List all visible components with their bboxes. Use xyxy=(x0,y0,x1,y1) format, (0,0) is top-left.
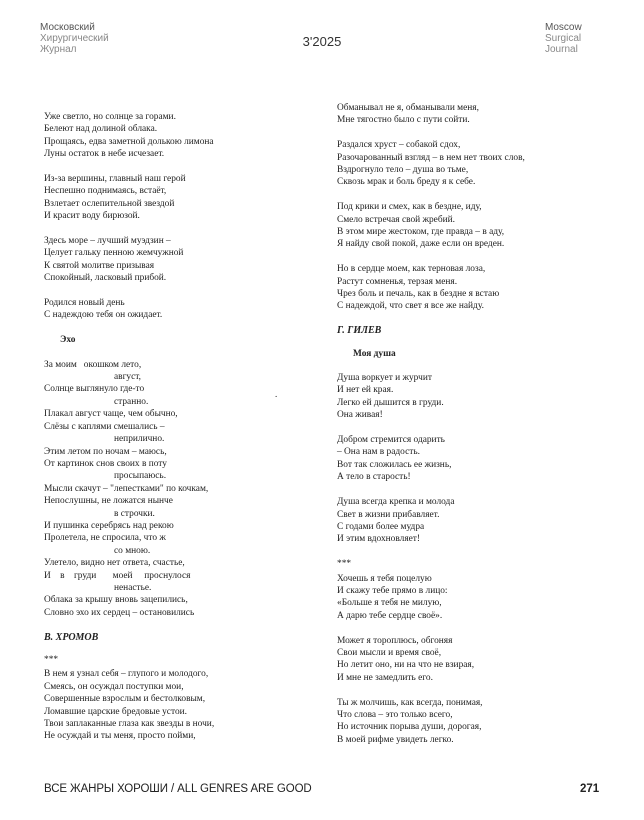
verse-line: И пушинка серебрясь над рекою xyxy=(44,520,174,531)
logo-line: Surgical xyxy=(545,33,582,44)
poem-echo xyxy=(44,359,294,620)
verse-line: – Она нам в радость. xyxy=(337,447,420,458)
verse-line: За моим окошком лето, xyxy=(44,359,142,370)
verse-line: Твои заплаканные глаза как звезды в ночи, xyxy=(44,719,215,730)
verse-line: С надеждой, что свет я все же найду. xyxy=(337,301,484,312)
verse-line: Душа воркует и журчит xyxy=(337,373,432,384)
stanza xyxy=(44,235,294,285)
verse-line: Смело встречая свой жребий. xyxy=(337,214,455,225)
verse-line: Свои мысли и время своё, xyxy=(337,647,442,658)
verse-line: Душа всегда крепка и молода xyxy=(337,497,455,508)
poem-title-soul: Моя душа xyxy=(353,348,396,359)
poem-khromov xyxy=(44,668,294,742)
verse-line: Этим летом по ночам – маюсь, xyxy=(44,446,167,457)
left-column xyxy=(44,111,294,743)
stars-separator: *** xyxy=(44,654,59,665)
author-khromov: В. ХРОМОВ xyxy=(44,631,99,643)
verse-line: Родился новый день xyxy=(44,298,125,309)
verse-line: А дарю тебе сердце своё». xyxy=(337,610,443,621)
verse-line: Мне тягостно было с пути сойти. xyxy=(337,115,470,126)
verse-line: А тело в старость! xyxy=(337,472,411,483)
verse-line: Но в сердце моем, как терновая лоза, xyxy=(337,264,486,275)
stanza xyxy=(337,102,607,127)
verse-line: Спокойный, ласковый прибой. xyxy=(44,273,167,284)
verse-line: ненастье. xyxy=(114,582,152,593)
stanza xyxy=(337,496,607,546)
verse-line: Неспешно поднимаясь, встаёт, xyxy=(44,186,167,197)
verse-line: Свет в жизни прибавляет. xyxy=(337,509,440,520)
poem-khromov-continued xyxy=(337,102,607,313)
stanza xyxy=(44,173,294,223)
verse-line: в строчки. xyxy=(114,508,155,519)
stanza xyxy=(337,635,607,685)
stanza xyxy=(44,297,294,322)
verse-line: В этом мире жестоком, где правда – в аду, xyxy=(337,227,505,238)
verse-line: Не осуждай и ты меня, просто пойми, xyxy=(44,731,196,742)
verse-line: Здесь море – лучший муэдзин – xyxy=(44,236,171,247)
page-number: 271 xyxy=(580,783,600,795)
verse-line: август, xyxy=(114,372,142,383)
verse-line: Ты ж молчишь, как всегда, понимая, xyxy=(337,697,483,708)
right-column xyxy=(337,102,607,759)
verse-line: Мысли скачут – "лепестками" по кочкам, xyxy=(44,483,209,494)
stanza xyxy=(337,573,607,623)
verse-line: Совершенные взрослым и бестолковым, xyxy=(44,694,206,705)
verse-line: странно. xyxy=(114,396,149,407)
verse-line: Вот так сложилась ее жизнь, xyxy=(337,459,452,470)
journal-logo-en xyxy=(545,22,582,55)
verse-line: Пролетела, не спросила, что ж xyxy=(44,533,166,544)
stanza xyxy=(44,111,294,161)
poem-my-soul xyxy=(337,372,607,546)
verse-line: Улетело, видно нет ответа, счастье, xyxy=(44,558,185,569)
verse-line: Облака за крышу вновь зацепились, xyxy=(44,595,188,606)
logo-line: Московский xyxy=(40,22,95,33)
verse-line: Раздался хруст – собакой сдох, xyxy=(337,140,461,151)
verse-line: Хочешь я тебя поцелую xyxy=(337,573,432,584)
stanza xyxy=(337,139,607,189)
poem-untitled xyxy=(44,111,294,322)
verse-line: Растут сомненья, терзая меня. xyxy=(337,276,458,287)
stanza xyxy=(337,201,607,251)
verse-line: неприлично. xyxy=(114,434,165,445)
verse-line: Вздрогнуло тело – душа во тьме, xyxy=(337,165,469,176)
stanza xyxy=(337,434,607,484)
verse-line: Сквозь мрак и боль бреду я к себе. xyxy=(337,177,476,188)
verse-line: От картинок снов своих в поту xyxy=(44,458,167,469)
verse-line: С годами более мудра xyxy=(337,521,425,532)
verse-line: К святой молитве призывая xyxy=(44,260,155,271)
verse-line: Но летит оно, ни на что не взирая, xyxy=(337,660,475,671)
stanza xyxy=(337,697,607,747)
stanza xyxy=(337,263,607,313)
logo-line: Хирургический xyxy=(40,33,109,44)
verse-line: И нет ей края. xyxy=(337,385,394,396)
verse-line: В моей рифме увидеть легко. xyxy=(337,734,454,745)
verse-line: Из-за вершины, главный наш герой xyxy=(44,174,186,185)
logo-line: Journal xyxy=(545,44,578,55)
section-footer: ВСЕ ЖАНРЫ ХОРОШИ / ALL GENRES ARE GOOD xyxy=(44,783,312,795)
verse-line: Добром стремится одарить xyxy=(337,435,445,446)
stanza xyxy=(337,372,607,422)
verse-line: Под крики и смех, как в бездне, иду, xyxy=(337,202,482,213)
verse-line: «Больше я тебя не милую, xyxy=(337,598,442,609)
verse-line: Разочарованный взгляд – в нем нет твоих слов, xyxy=(337,152,525,163)
verse-line: Чрез боль и печаль, как в бездне я встаю xyxy=(337,289,500,300)
verse-line: Но источник порыва души, дорогая, xyxy=(337,722,482,733)
verse-line: Она живая! xyxy=(337,410,383,421)
verse-line: просыпаюсь. xyxy=(114,471,167,482)
verse-line: В нем я узнал себя – глупого и молодого, xyxy=(44,669,209,680)
verse-line: со мною. xyxy=(114,545,151,556)
verse-line: Белеют над долиной облака. xyxy=(44,124,158,135)
verse-line: И мне не замедлить его. xyxy=(337,672,433,683)
issue-number: 3'2025 xyxy=(302,34,342,49)
verse-line: Легко ей дышится в груди. xyxy=(337,397,444,408)
poem-kiss xyxy=(337,573,607,747)
verse-line: Целует гальку пенною жемчужной xyxy=(44,248,184,259)
verse-line: Смеясь, он осуждал поступки мои, xyxy=(44,681,184,692)
verse-line: С надеждою тебя он ожидает. xyxy=(44,310,163,321)
verse-line: Слёзы с каплями смешались – xyxy=(44,421,165,432)
verse-line: Уже светло, но солнце за горами. xyxy=(44,112,176,122)
verse-line: Обманывал не я, обманывали меня, xyxy=(337,103,479,113)
verse-line: Словно эхо их сердец – остановились xyxy=(44,607,195,618)
verse-line: И в груди моей проснулося xyxy=(44,570,191,581)
logo-line: Журнал xyxy=(40,44,77,55)
author-gilev: Г. ГИЛЕВ xyxy=(337,325,382,337)
verse-line: И красит воду бирюзой. xyxy=(44,211,140,222)
stars-separator: *** xyxy=(337,559,352,570)
verse-line: Ломавшие царские бредовые устои. xyxy=(44,706,187,717)
verse-line: Взлетает ослепительной звездой xyxy=(44,198,175,209)
stray-mark: . xyxy=(275,389,278,399)
verse-line: Луны остаток в небе исчезает. xyxy=(44,149,165,160)
verse-line: Может я тороплюсь, обгоняя xyxy=(337,635,453,646)
verse-line: Солнце выглянуло где-то xyxy=(44,384,145,395)
verse-line: И этим вдохновляет! xyxy=(337,534,421,545)
poem-title-echo: Эхо xyxy=(60,335,76,346)
verse-line: Плакал август чаще, чем обычно, xyxy=(44,409,178,420)
verse-line: Прощаясь, едва заметной долькою лимона xyxy=(44,136,214,147)
verse-line: Что слова – это только всего, xyxy=(337,709,453,720)
logo-line: Moscow xyxy=(545,22,582,33)
verse-line: Я найду свой покой, даже если он вреден. xyxy=(337,239,505,250)
verse-line: И скажу тебе прямо в лицо: xyxy=(337,585,448,596)
verse-line: Непослушны, не ложатся нынче xyxy=(44,496,173,507)
